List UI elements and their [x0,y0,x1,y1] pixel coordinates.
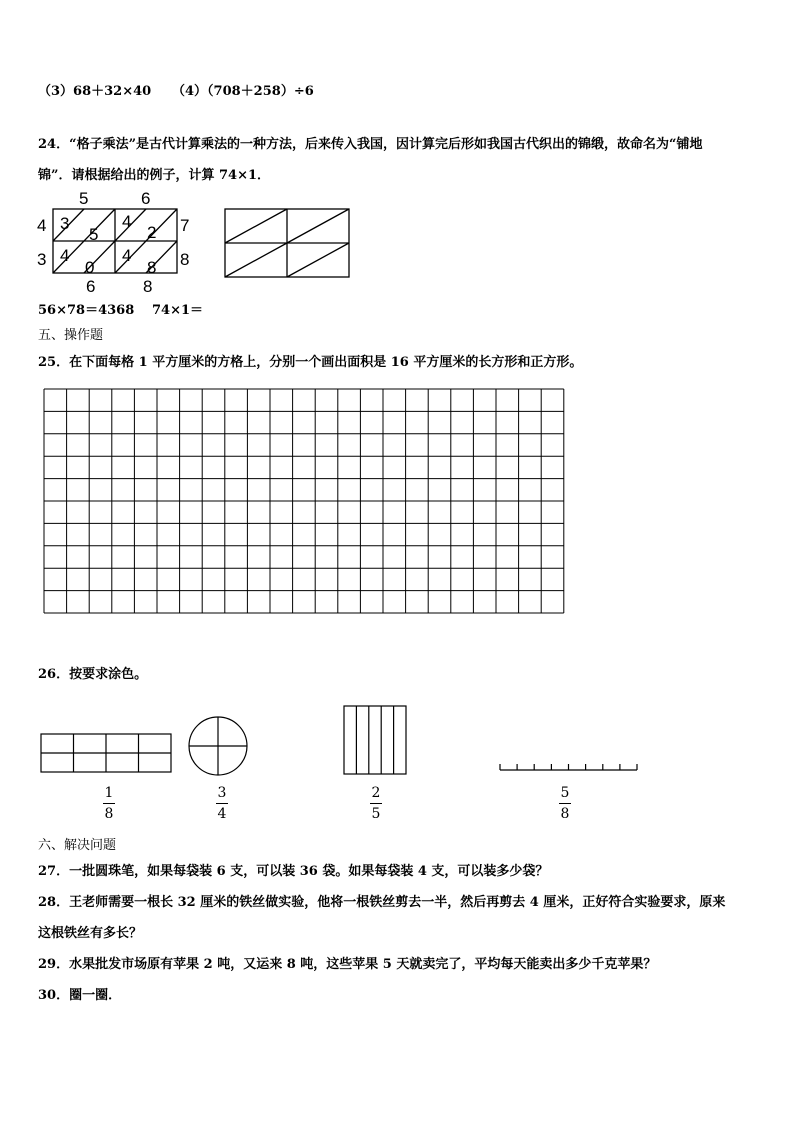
lattice-cell-digit: 0 [85,258,95,277]
q28-text-line1: 28．王老师需要一根长 32 厘米的铁丝做实验，他将一根铁丝剪去一半，然后再剪去 4 厘米，正好符合实验要求，原来 [38,895,726,910]
circle-quarters-shape [189,717,247,775]
lattice-left-digit-1: 4 [37,216,47,235]
fraction-label [361,785,391,822]
fraction-denominator: 8 [560,806,570,822]
fraction-numerator: 5 [560,785,570,801]
lattice-cell-digit: 5 [89,225,99,244]
fraction-numerator: 3 [217,785,227,801]
fraction-bar [370,803,382,804]
fraction-bar [103,803,115,804]
fraction-denominator: 5 [371,806,381,822]
fraction-numerator: 2 [371,785,381,801]
lattice-left-digit-2: 3 [37,250,47,269]
q24-example-result: 56×78＝4368 [38,303,135,318]
q26-text: 26．按要求涂色。 [38,667,148,682]
lattice-cell-digit: 2 [147,223,157,242]
fraction-label [94,785,124,822]
lattice-right-digit-2: 8 [180,250,190,269]
section-5-title: 五、操作题 [38,328,104,343]
lattice-cell-digit: 8 [147,258,157,277]
lattice-top-digit-2: 6 [141,189,151,208]
lattice-cell-digit: 4 [122,212,132,231]
fraction-bar [559,803,571,804]
lattice-bottom-digit-2: 8 [143,277,153,296]
q28-text-line2: 这根铁丝有多长？ [38,926,143,941]
lattice-bottom-digit-1: 6 [86,277,96,296]
lattice-top-digit-1: 5 [79,189,89,208]
q30-text: 30．圈一圈． [38,988,122,1003]
q23-part3: （3）68＋32×40 [38,84,152,99]
rectangle-fifths-shape [344,706,406,774]
q24-text-line2: 锦”．请根据给出的例子，计算 74×1． [38,168,271,183]
fraction-numerator: 1 [104,785,114,801]
fraction-denominator: 4 [217,806,227,822]
rectangle-eighths-shape [41,734,171,772]
q25-text: 25．在下面每格 1 平方厘米的方格上，分别一个画出面积是 16 平方厘米的长方形和正方形。 [38,355,583,370]
lattice-cell-digit: 4 [60,246,70,265]
q29-text: 29．水果批发市场原有苹果 2 吨，又运来 8 吨，这些苹果 5 天就卖完了，平均每天能卖出多少千克苹果？ [38,957,657,972]
q24-text-line1: 24．“格子乘法”是古代计算乘法的一种方法，后来传入我国，因计算完后形如我国古代织出的锦缎，故命名为“铺地 [38,137,703,152]
q27-text: 27．一批圆珠笔，如果每袋装 6 支，可以装 36 袋。如果每袋装 4 支，可以装多少袋？ [38,864,549,879]
fraction-label [207,785,237,822]
fraction-label [550,785,580,822]
q24-task-expression: 74×1＝ [152,303,204,318]
lattice-cell-digit: 4 [122,246,132,265]
section-6-title: 六、解决问题 [38,838,117,853]
lattice-cell-digit: 3 [60,214,70,233]
q23-part4: （4）（708＋258）÷6 [172,84,314,99]
fraction-bar [216,803,228,804]
line-segment-eighths-shape [500,764,637,770]
lattice-right-digit-1: 7 [180,216,190,235]
fraction-denominator: 8 [104,806,114,822]
